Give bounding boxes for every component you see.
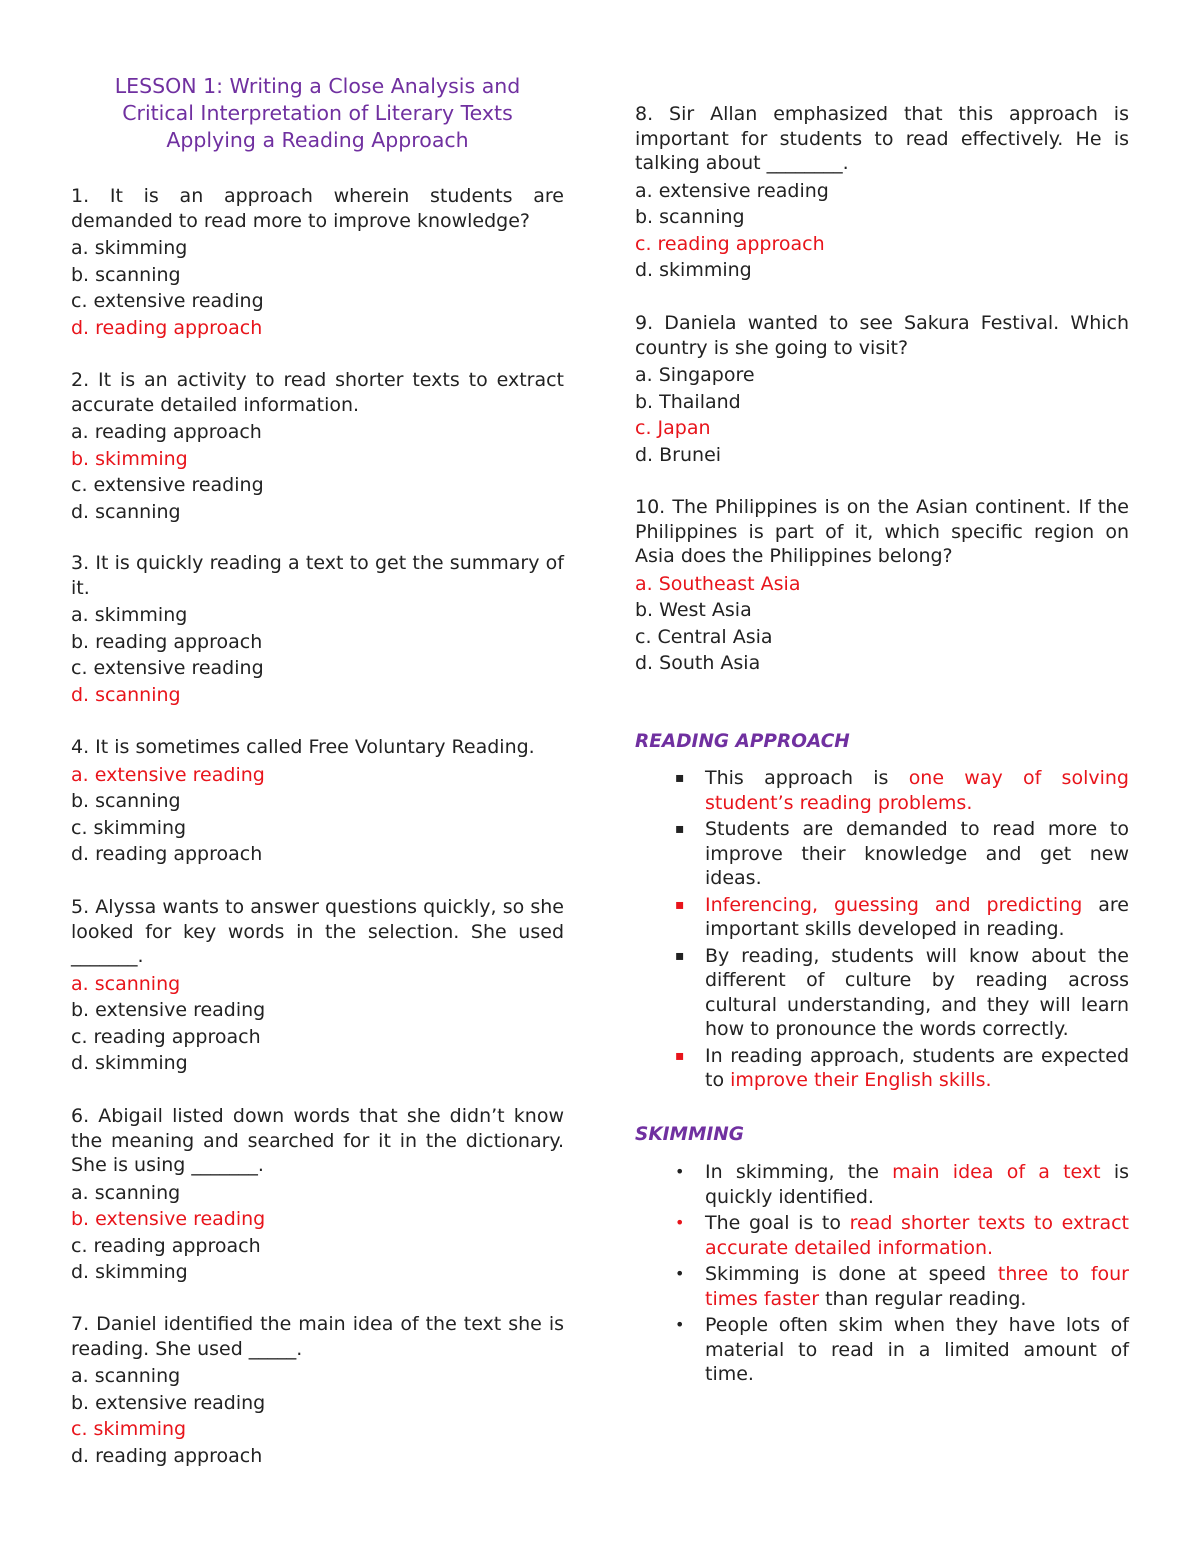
- highlighted-text: improve their English skills.: [730, 1069, 992, 1091]
- option: c. reading approach: [71, 1234, 261, 1257]
- option: a. skimming: [71, 237, 188, 259]
- bullet-marker-icon: •: [675, 1264, 685, 1283]
- bullet-text: People often skim when they have lots of material to read in a limited amount of time.: [705, 1314, 1129, 1385]
- question-text: 5. Alyssa wants to answer questions quickly, so she looked for key words in the selection. She used _______.: [71, 896, 564, 967]
- option: c. reading approach: [71, 1025, 261, 1048]
- bullet-item: [635, 893, 1129, 942]
- question-text: 3. It is quickly reading a text to get the summary of it.: [71, 552, 564, 599]
- lesson-title: [71, 73, 564, 154]
- bullet-text: In skimming, the: [705, 1161, 893, 1183]
- bullet-marker-icon: •: [675, 1162, 685, 1181]
- reading-approach-list: [635, 766, 1129, 1095]
- question-9: [635, 311, 1129, 468]
- bullet-text: Skimming is done at speed: [705, 1263, 998, 1285]
- option: c. extensive reading: [71, 657, 264, 679]
- option: d. scanning: [71, 500, 181, 523]
- question-text: 1. It is an approach wherein students are demanded to read more to improve knowledge?: [71, 185, 564, 232]
- question-3: [71, 551, 564, 708]
- option: b. scanning: [71, 263, 181, 286]
- option: a. skimming: [71, 604, 188, 626]
- bullet-text: is quickly identified.: [705, 1161, 1129, 1208]
- option: b. scanning: [635, 206, 745, 228]
- option: b. reading approach: [71, 630, 263, 653]
- question-text: 9. Daniela wanted to see Sakura Festival. Which country is she going to visit?: [635, 312, 1129, 359]
- option: d. South Asia: [635, 652, 761, 674]
- reading-approach-heading: READING APPROACH: [635, 731, 850, 752]
- answer-option: d. scanning: [71, 683, 181, 706]
- option: c. extensive reading: [71, 474, 264, 496]
- question-text: 6. Abigail listed down words that she didn’t know the meaning and searched for it in the dictionary. She is using _______.: [71, 1105, 564, 1176]
- option: d. skimming: [71, 1052, 188, 1074]
- question-text: 7. Daniel identified the main idea of the text she is reading. She used _____.: [71, 1313, 564, 1360]
- highlighted-text: Inferencing, guessing and predicting: [705, 893, 1083, 916]
- bullet-marker-icon: ▪: [675, 821, 685, 837]
- bullet-marker-icon: •: [675, 1315, 685, 1334]
- bullet-item: [635, 944, 1129, 1042]
- option: a. scanning: [71, 1181, 181, 1204]
- bullet-text: Students are demanded to read more to improve their knowledge and get new ideas.: [705, 818, 1129, 889]
- highlighted-text: one way of solving student’s reading problems.: [705, 767, 1129, 814]
- bullet-marker-icon: ▪: [675, 770, 685, 786]
- question-6: [71, 1104, 564, 1286]
- bullet-marker-icon: ▪: [675, 947, 685, 964]
- answer-option: c. reading approach: [635, 232, 825, 255]
- highlighted-text: main idea of a text: [892, 1161, 1101, 1183]
- bullet-item: [635, 766, 1129, 815]
- bullet-item: [635, 1313, 1129, 1387]
- option: b. extensive reading: [71, 1391, 266, 1414]
- answer-option: b. extensive reading: [71, 1208, 266, 1230]
- question-8: [635, 102, 1129, 284]
- question-text: 2. It is an activity to read shorter texts to extract accurate detailed information.: [71, 369, 564, 416]
- option: b. Thailand: [635, 390, 741, 413]
- bullet-text: This approach is: [705, 767, 909, 789]
- option: a. extensive reading: [635, 179, 829, 202]
- option: d. reading approach: [71, 843, 263, 865]
- question-text: 8. Sir Allan emphasized that this approach is important for students to read effectively. He is talking about ________.: [635, 103, 1129, 174]
- highlighted-text: read shorter texts to extract accurate detailed information.: [705, 1212, 1129, 1259]
- option: d. Brunei: [635, 443, 722, 466]
- bullet-item: [635, 817, 1129, 891]
- option: c. extensive reading: [71, 290, 264, 312]
- bullet-item: [635, 1262, 1129, 1311]
- bullet-text: The goal is to: [705, 1212, 850, 1234]
- option: b. extensive reading: [71, 999, 266, 1021]
- answer-option: b. skimming: [71, 447, 188, 470]
- option: d. skimming: [71, 1261, 188, 1283]
- question-4: [71, 735, 564, 868]
- skimming-list: [635, 1160, 1129, 1389]
- question-1: [71, 184, 564, 341]
- question-7: [71, 1312, 564, 1469]
- highlighted-text: three to four times faster: [705, 1263, 1129, 1310]
- option: d. skimming: [635, 259, 752, 281]
- answer-option: a. extensive reading: [71, 763, 265, 786]
- question-10: [635, 495, 1129, 677]
- option: a. reading approach: [71, 421, 262, 443]
- option: a. scanning: [71, 1365, 181, 1387]
- title-line-1: LESSON 1: Writing a Close Analysis and: [114, 74, 521, 98]
- option: a. Singapore: [635, 364, 755, 386]
- bullet-marker-icon: ▪: [675, 896, 685, 913]
- option: b. scanning: [71, 790, 181, 812]
- answer-option: d. reading approach: [71, 316, 263, 339]
- bullet-item: [635, 1211, 1129, 1260]
- answer-option: a. scanning: [71, 972, 181, 995]
- answer-option: c. Japan: [635, 417, 711, 439]
- option: d. reading approach: [71, 1444, 263, 1467]
- bullet-text: By reading, students will know about the different of culture by reading across cultural understanding, and they will learn how to pronounce the words correctly.: [705, 944, 1129, 1040]
- question-text: 10. The Philippines is on the Asian continent. If the Philippines is part of it, which specific region on Asia does the Philippines belong?: [635, 496, 1129, 567]
- question-2: [71, 368, 564, 525]
- question-text: 4. It is sometimes called Free Voluntary Reading.: [71, 736, 535, 758]
- answer-option: a. Southeast Asia: [635, 572, 801, 595]
- answer-option: c. skimming: [71, 1418, 187, 1440]
- bullet-marker-icon: •: [675, 1213, 685, 1232]
- bullet-text: than regular reading.: [819, 1287, 1027, 1310]
- title-line-2: Critical Interpretation of Literary Texts: [122, 101, 513, 125]
- bullet-text: are important skills developed in reading.: [705, 893, 1129, 940]
- bullet-text: In reading approach, students are expected to: [705, 1044, 1129, 1091]
- question-5: [71, 895, 564, 1077]
- skimming-heading: SKIMMING: [635, 1124, 744, 1145]
- option: b. West Asia: [635, 599, 752, 621]
- option: c. Central Asia: [635, 625, 773, 648]
- option: c. skimming: [71, 816, 187, 839]
- title-line-3: Applying a Reading Approach: [166, 128, 469, 152]
- bullet-item: [635, 1044, 1129, 1093]
- bullet-item: [635, 1160, 1129, 1209]
- bullet-marker-icon: ▪: [675, 1047, 685, 1064]
